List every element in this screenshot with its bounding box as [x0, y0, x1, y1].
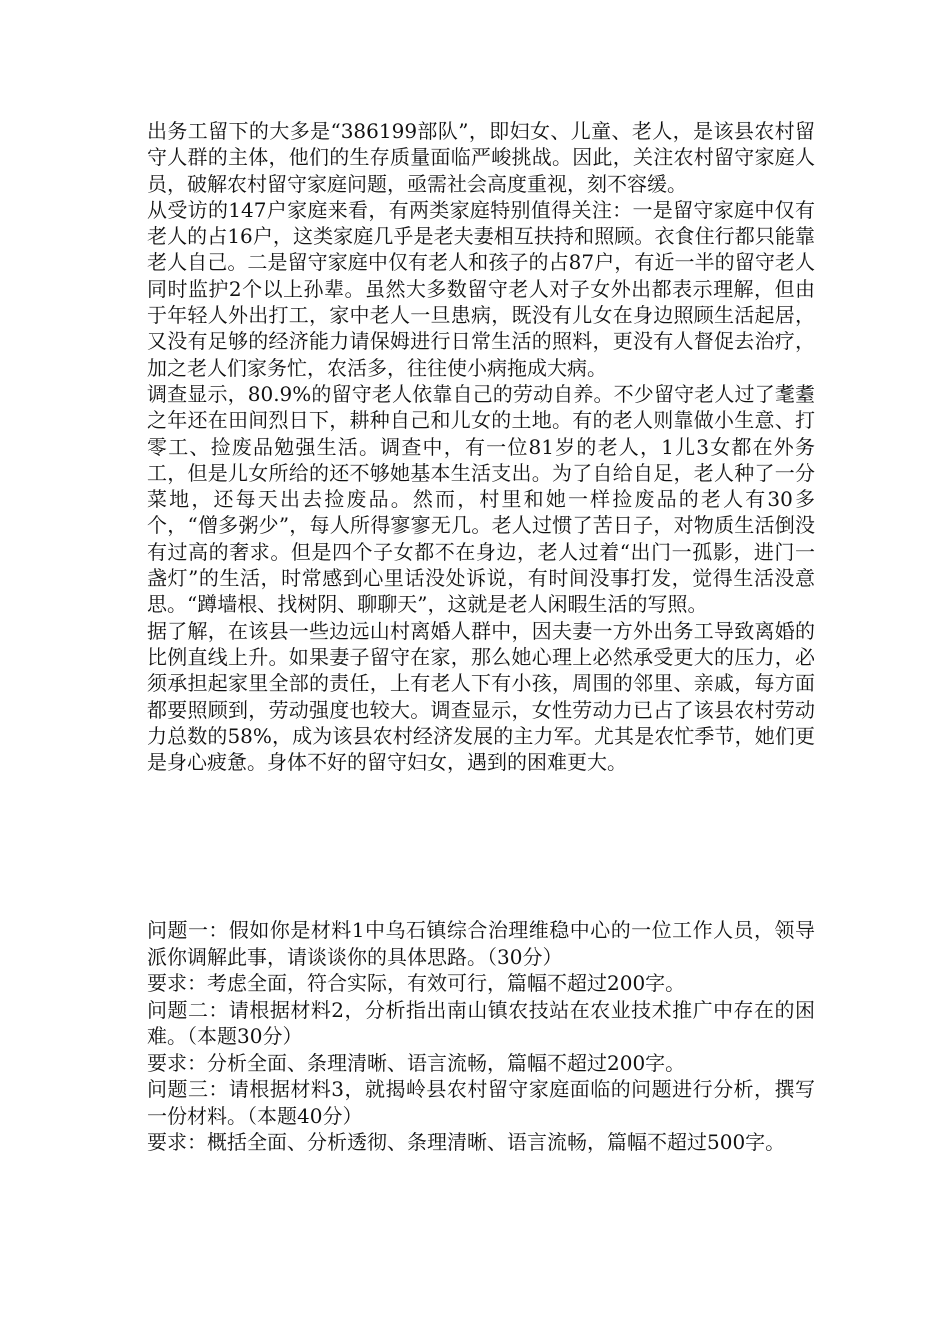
questions-section: [147, 917, 815, 1156]
question-2: 问题二：请根据材料2，分析指出南山镇农技站在农业技术推广中存在的困难。（本题30分）: [147, 997, 815, 1048]
question-1: 问题一：假如你是材料1中乌石镇综合治理维稳中心的一位工作人员，领导派你调解此事，请谈谈你的具体思路。（30分）: [147, 918, 815, 969]
requirement-3: 要求：概括全面、分析透彻、条理清晰、语言流畅，篇幅不超过500字。: [147, 1130, 786, 1154]
material-paragraph-3: 调查显示，80.9%的留守老人依靠自己的劳动自养。不少留守老人过了耄耋之年还在田间烈日下，耕种自己和儿女的土地。有的老人则靠做小生意、打零工、捡废品勉强生活。调查中，有一位81岁的老人，1儿3女都在外务工，但是儿女所给的还不够她基本生活支出。为了自给自足，老人种了一分菜地，还每天出去捡废品。然而，村里和她一样捡废品的老人有30多个，“僧多粥少”，每人所得寥寥无几。老人过惯了苦日子，对物质生活倒没有过高的奢求。但是四个子女都不在身边，老人过着“出门一孤影，进门一盏灯”的生活，时常感到心里话没处诉说，有时间没事打发，觉得生活没意思。“蹲墙根、找树阴、聊聊天”，这就是老人闲暇生活的写照。: [147, 381, 815, 617]
requirement-2: 要求：分析全面、条理清晰、语言流畅，篇幅不超过200字。: [147, 1050, 686, 1075]
question-3: 问题三：请根据材料3，就揭岭县农村留守家庭面临的问题进行分析，撰写一份材料。（本题40分）: [147, 1077, 815, 1128]
requirement-1: 要求：考虑全面，符合实际，有效可行，篇幅不超过200字。: [147, 971, 686, 995]
material-paragraph-2: 从受访的147户家庭来看，有两类家庭特别值得关注：一是留守家庭中仅有老人的占16户，这类家庭几乎是老夫妻相互扶持和照顾。衣食住行都只能靠老人自己。二是留守家庭中仅有老人和孩子的占87户，有近一半的留守老人同时监护2个以上孙辈。虽然大多数留守老人对子女外出都表示理解，但由于年轻人外出打工，家中老人一旦患病，既没有儿女在身边照顾生活起居，又没有足够的经济能力请保姆进行日常生活的照料，更没有人督促去治疗，加之老人们家务忙，农活多，往往使小病拖成大病。: [147, 197, 815, 380]
material-paragraph-1: 出务工留下的大多是“386199部队”，即妇女、儿童、老人，是该县农村留守人群的主体，他们的生存质量面临严峻挑战。因此，关注农村留守家庭人员，破解农村留守家庭问题，亟需社会高度重视，刻不容缓。: [147, 119, 815, 196]
material-section: [147, 118, 815, 775]
material-paragraph-4: 据了解，在该县一些边远山村离婚人群中，因夫妻一方外出务工导致离婚的比例直线上升。如果妻子留守在家，那么她心理上必然承受更大的压力，必须承担起家里全部的责任，上有老人下有小孩，周围的邻里、亲戚，每方面都要照顾到，劳动强度也较大。调查显示，女性劳动力已占了该县农村劳动力总数的58%，成为该县农村经济发展的主力军。尤其是农忙季节，她们更是身心疲惫。身体不好的留守妇女，遇到的困难更大。: [147, 618, 815, 775]
